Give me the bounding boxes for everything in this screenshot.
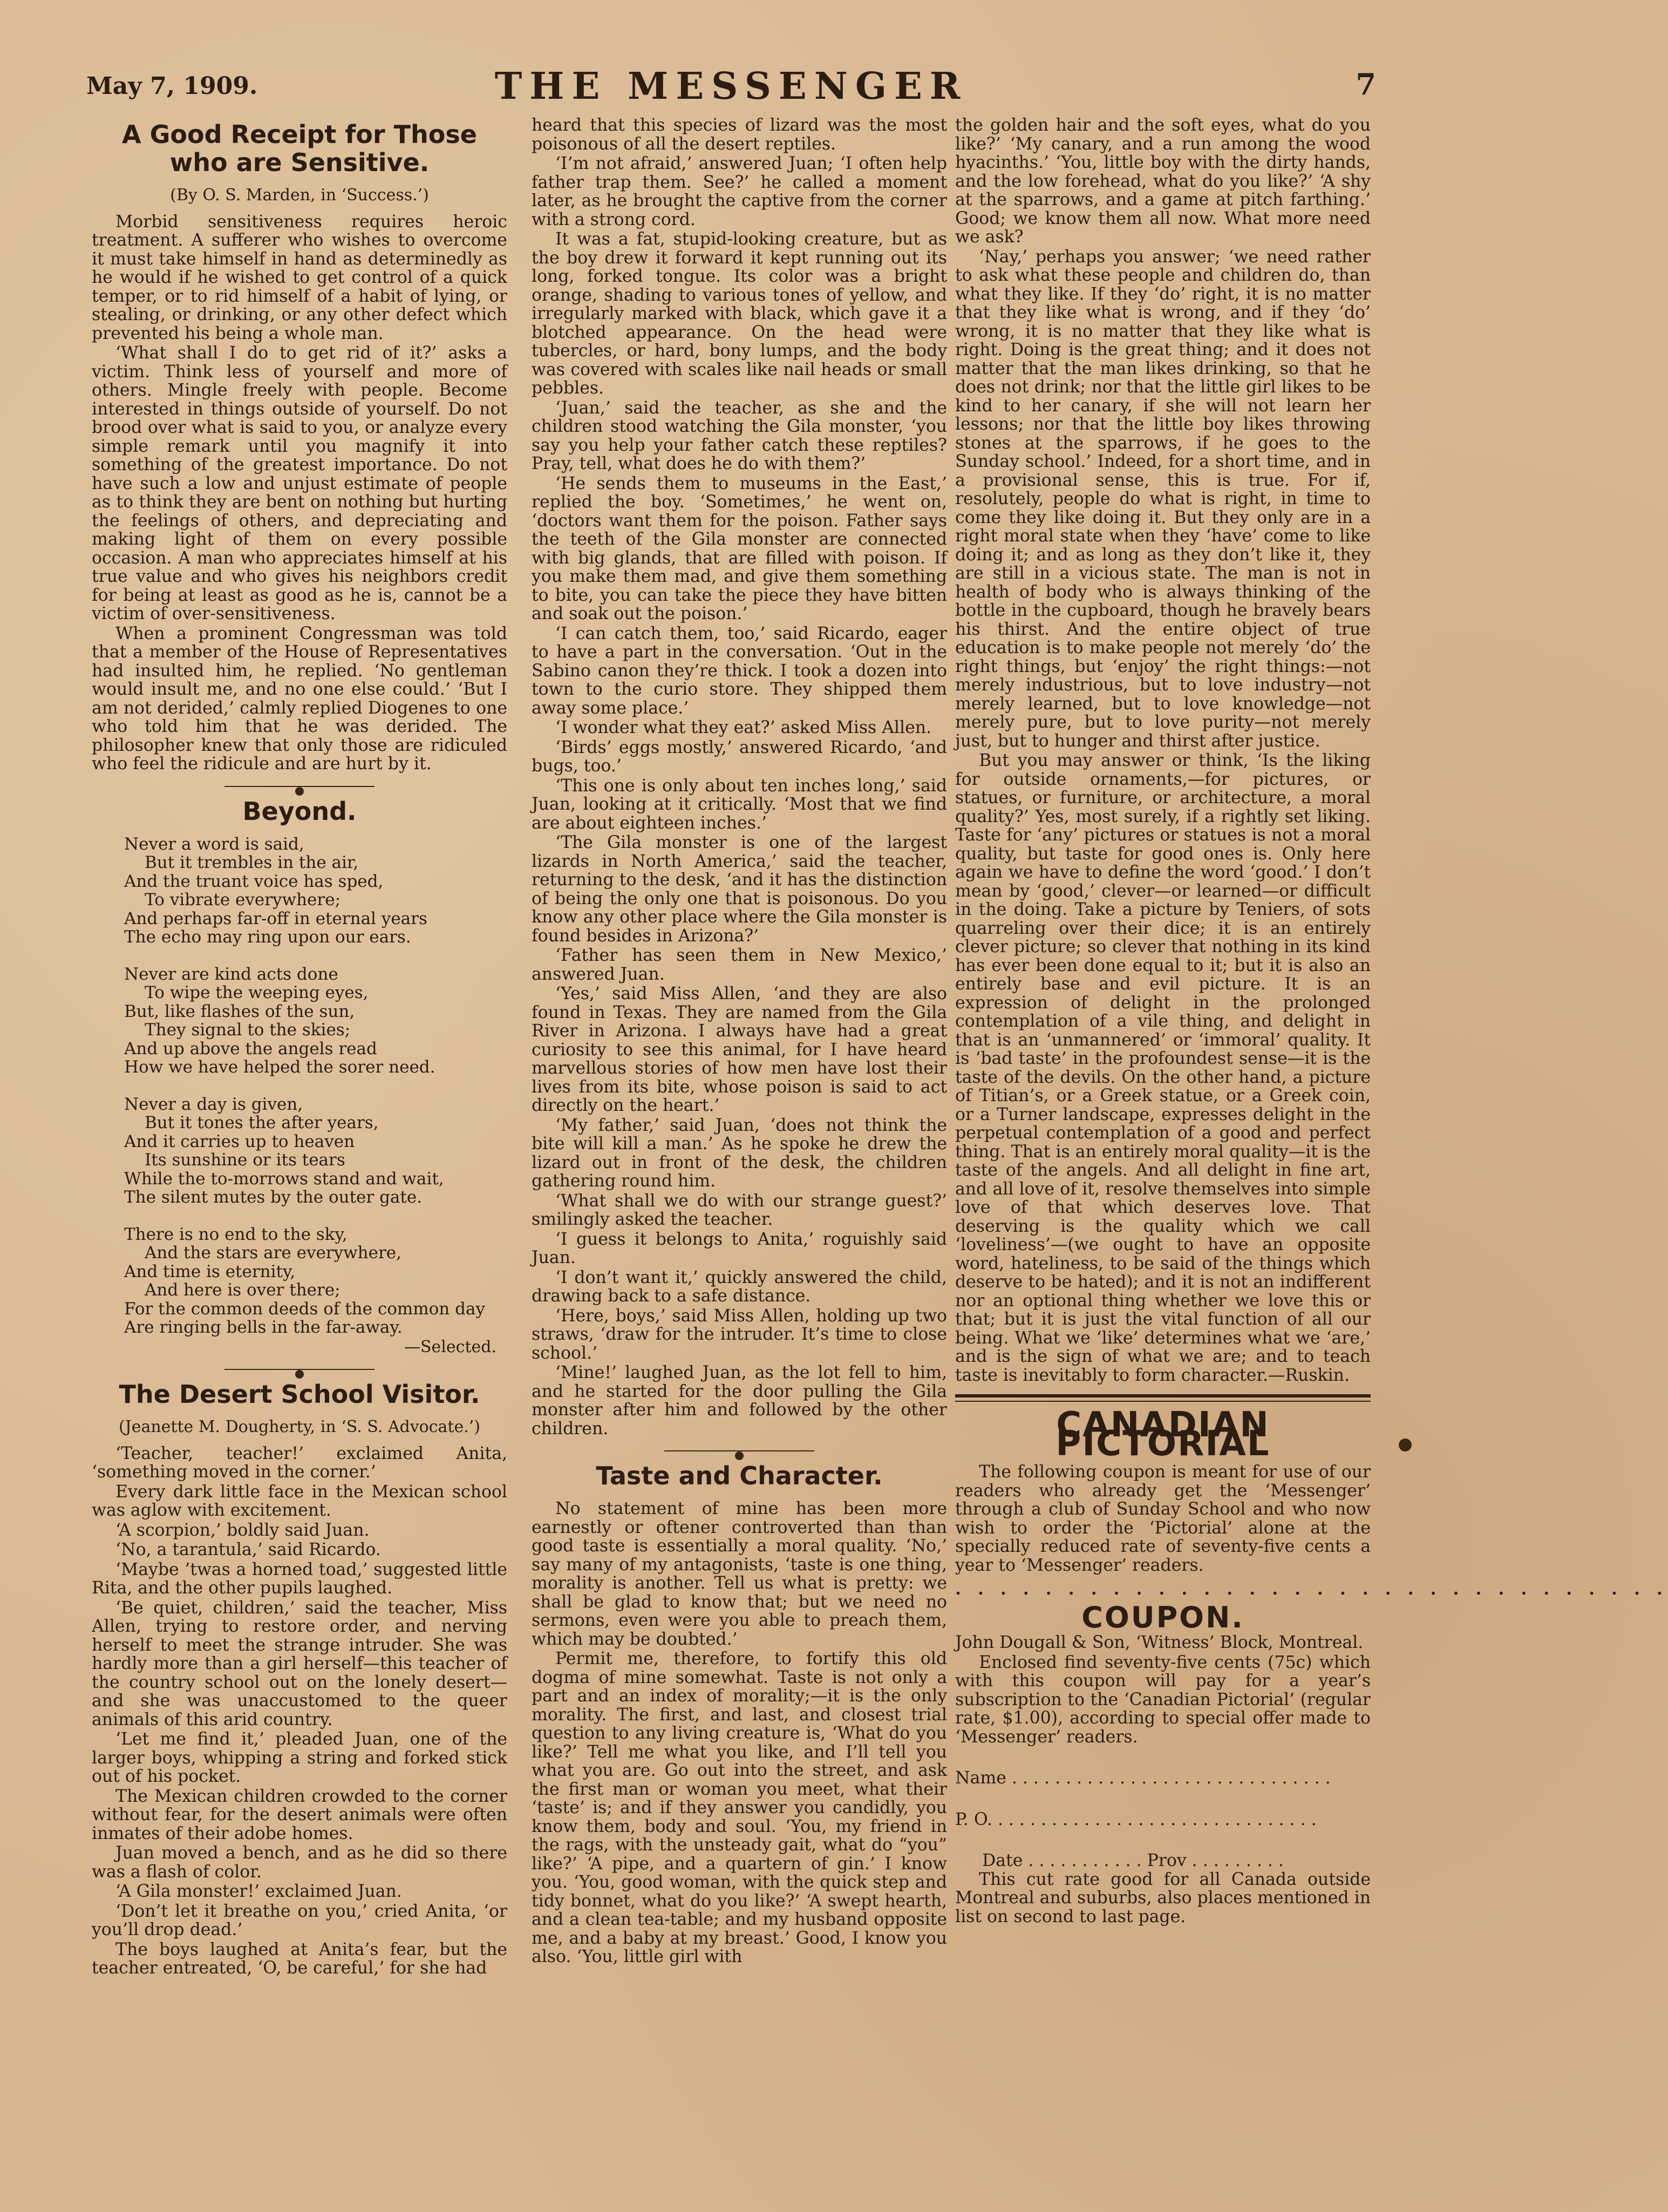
poem-stanza (124, 965, 507, 1077)
paragraph: ‘What shall I do to get rid of it?’ asks a victim. Think less of yourself and more of others. Mingle freely with people. Become interested in things outside of yourself. Do not brood over what is said to you, or analyze every simple remark until you magnify it into something of the greatest importance. Do not have such a low and unjust estimate of people as to think they are bent on nothing but hurting the feelings of others, and depreciating and making light of them on every possible occasion. A man who appreciates himself at his true value and who gives his neighbors credit for being at least as good as he is, cannot be a victim of over-sensitiveness. (92, 343, 507, 623)
paragraph: But you may answer or think, ‘Is the liking for outside ornaments,—for pictures, or statues, or furniture, or architecture, a moral quality?’ Yes, most surely, if a rightly set liking. Taste for ‘any’ pictures or statues is not a moral quality, but taste for good ones is. Only here again we have to define the word ‘good.’ I don’t mean by ‘good,’ clever—or learned—or difficult in the doing. Take a picture by Teniers, of sots quarreling over their dice; it is an entirely clever picture; so clever that nothing in its kind has ever been done equal to it; but it is also an entirely base and evil picture. It is an expression of delight in the prolonged contemplation of a vile thing, and delight in that is an ‘unmannered’ or ‘immoral’ quality. It is ‘bad taste’ in the profoundest sense—it is the taste of the devils. On the other hand, a picture of Titian’s, or a Greek statue, or a Greek coin, or a Turner landscape, expresses delight in the perpetual contemplation of a good and perfect thing. That is an entirely moral quality—it is the taste of the angels. And all delight in fine art, and all love of it, resolve themselves into simple love of that which deserves love. That deserving is the quality which we call ‘loveliness’—(we ought to have an opposite word, hateliness, to be said of the things which deserve to be hated); and it is not an indifferent nor an optional thing whether we love this or that; but it is just the vital function of all our being. What we ‘like’ determines what we ‘are,’ and is the sign of what we are; and to teach taste is inevitably to form character.—Ruskin. (955, 751, 1371, 1385)
po-field[interactable]: P. O. . . . . . . . . . . . . . . . . . . . . . . . . . . . . . . (955, 1809, 1317, 1829)
paragraph: ‘No, a tarantula,’ said Ricardo. (115, 1540, 381, 1559)
ad-intro: The following coupon is meant for use of our readers who already get the ‘Messenger’ through a club of Sunday School and who now wish to order the ‘Pictorial’ alone at the specially reduced rate of seventy-five cents a year to ‘Messenger’ readers. (955, 1462, 1371, 1575)
poem-line: The silent mutes by the outer gate. (124, 1188, 423, 1207)
ad-title-canadian-pictorial: CANADIAN PICTORIAL (1056, 1405, 1270, 1464)
page-number: 7 (1356, 67, 1376, 101)
article-byline-desert: (Jeanette M. Dougherty, in ‘S. S. Advocate.’) (118, 1417, 481, 1436)
paragraph: heard that this species of lizard was the most poisonous of all the desert reptiles. (532, 116, 947, 154)
paragraph: ‘Nay,’ perhaps you answer; ‘we need rather to ask what these people and children do, than what they like. If they ‘do’ right, it is no matter that they like what is wrong, and if they ‘do’ wrong, it is no matter that they like what is right. Doing is the great thing; and it does not matter that the man likes drinking, so that he does not drink; nor that the little girl likes to be kind to her canary, if she will not learn her lessons; nor that the little boy likes throwing stones at the sparrows, if he goes to the Sunday school.’ Indeed, for a short time, and in a provisional sense, this is true. For if, resolutely, people do what is right, in time to come they like doing it. But they only are in a right moral state when they ‘have’ come to like doing it; and as long as they don’t like it, they are still in a vicious state. The man is not in health of body who is always thinking of the bottle in the cupboard, though he bravely bears his thirst. And the entire object of true education is to make people not merely ‘do’ the right things, but ‘enjoy’ the right things:—not merely industrious, but to love industry—not merely learned, but to love knowledge—not merely pure, but to love purity—not merely just, but to hunger and thirst after justice. (955, 247, 1371, 751)
column-1 (92, 116, 507, 1979)
section-divider (532, 1446, 947, 1456)
poem-line: And the truant voice has sped, (124, 871, 384, 891)
ornament-dot (735, 1451, 744, 1460)
ink-spot (1399, 1439, 1412, 1451)
poem-line: And the stars are everywhere, (145, 1243, 402, 1263)
column-3 (955, 116, 1668, 1927)
article-title-taste: Taste and Character. (596, 1461, 883, 1490)
coupon-body: Enclosed find seventy-five cents (75c) which with this coupon will pay for a year’s subscription to the ‘Canadian Pictorial’ (regular rate, $1.00), according to special offer made to ‘Messenger’ readers. (955, 1652, 1371, 1747)
section-divider (92, 781, 507, 792)
poem-stanza (124, 1225, 507, 1337)
paragraph: Every dark little face in the Mexican school was aglow with excitement. (92, 1482, 507, 1520)
issue-date: May 7, 1909. (86, 72, 258, 100)
po-label: P. O. (955, 1809, 992, 1829)
paragraph: ‘The Gila monster is one of the largest lizards in North America,’ said the teacher, returning to the desk, ‘and it has the distinction of being the only one that is poisonous. Do you know any other place where the Gila monster is found besides in Arizona?’ (532, 833, 947, 946)
paragraph: the golden hair and the soft eyes, what do you like?’ ‘My canary, and a run among the wood hyacinths.’ ‘You, little boy with the dirty hands, and the low forehead, what do you like?’ ‘A shy at the sparrows, and a game at pitch farthing.’ Good; we know them all now. What more need we ask? (955, 116, 1371, 247)
ornament-dot (295, 787, 304, 796)
newspaper-title: THE MESSENGER (494, 65, 968, 108)
poem-line: There is no end to the sky, (124, 1224, 348, 1244)
article-title-desert: The Desert School Visitor. (119, 1380, 480, 1409)
coupon-footnote: This cut rate good for all Canada outside Montreal and suburbs, also places mentioned in list on second to last page. (955, 1869, 1371, 1926)
ornament-dot (295, 1370, 304, 1379)
paragraph: The Mexican children crowded to the corner without fear, for the desert animals were often inmates of their adobe homes. (92, 1786, 507, 1843)
paragraph: ‘My father,’ said Juan, ‘does not think the bite will kill a man.’ As he spoke he drew the lizard out in front of the desk, the children gathering round him. (532, 1115, 947, 1191)
poem-line: Never are kind acts done (124, 964, 338, 984)
poem-line: But it tones the after years, (145, 1113, 379, 1132)
poem-line: And up above the angels read (124, 1039, 377, 1058)
paragraph: ‘A scorpion,’ boldly said Juan. (115, 1520, 370, 1540)
poem-beyond (124, 835, 507, 1337)
coupon-address: John Dougall & Son, ‘Witness’ Block, Montreal. (955, 1633, 1364, 1652)
poem-line: But, like flashes of the sun, (124, 1001, 355, 1021)
name-field[interactable]: Name . . . . . . . . . . . . . . . . . . . . . . . . . . . . . . (955, 1768, 1331, 1788)
poem-line: Its sunshine or its tears (145, 1150, 345, 1170)
poem-title-beyond: Beyond. (242, 796, 357, 826)
paragraph: Morbid sensitiveness requires heroic treatment. A sufferer who wishes to overcome it must take himself in hand as determinedly as he would if he wished to get control of a quick temper, or to rid himself of a habit of lying, or stealing, or drinking, or any other defect which prevented his being a whole man. (92, 212, 507, 343)
paragraph: ‘This one is only about ten inches long,’ said Juan, looking at it critically. ‘Most that we find are about eighteen inches.’ (532, 776, 947, 833)
paragraph: ‘He sends them to museums in the East,’ replied the boy. ‘Sometimes,’ he went on, ‘doctors want them for the poison. Father says the teeth of the Gila monster are connected with big glands, that are filled with poison. If you make them mad, and give them something to bite, you can take the piece they have bitten and soak out the poison.’ (532, 473, 947, 623)
poem-line: Never a day is given, (124, 1094, 303, 1114)
paragraph: ‘I wonder what they eat?’ asked Miss Allen. (555, 718, 932, 737)
poem-line: They signal to the skies; (145, 1020, 351, 1040)
poem-line: And time is eternity, (124, 1261, 296, 1281)
paragraph: ‘I can catch them, too,’ said Ricardo, eager to have a part in the conversation. ‘Out in the Sabino canon they’re thick. I took a dozen into town to the curio store. They shipped them away some place.’ (532, 623, 947, 718)
paragraph: ‘Father has seen them in New Mexico,’ answered Juan. (532, 946, 947, 984)
poem-line: While the to-morrows stand and wait, (124, 1169, 444, 1189)
poem-line: To vibrate everywhere; (145, 890, 341, 910)
poem-line: And here is over there; (145, 1280, 341, 1300)
paragraph: No statement of mine has been more earnestly or oftener controverted than than good taste is essentially a moral quality. ‘No,’ say many of my antagonists, ‘taste is one thing, morality is another. Tell us what is pretty: we shall be glad to know that; but we need no sermons, even were you able to preach them, which may be doubted.’ (532, 1499, 947, 1649)
poem-line: The echo may ring upon our ears. (124, 927, 411, 947)
date-label: Date (982, 1851, 1023, 1870)
paragraph: ‘What shall we do with our strange guest?’ smilingly asked the teacher. (532, 1191, 947, 1229)
paragraph: ‘Mine!’ laughed Juan, as the lot fell to him, and he started for the door pulling the Gila monster after him and followed by the other children. (532, 1363, 947, 1439)
paragraph: The boys laughed at Anita’s fear, but the teacher entreated, ‘O, be careful,’ for she had (92, 1939, 507, 1978)
coupon-title: COUPON. (1081, 1600, 1244, 1634)
column-2 (532, 116, 947, 1967)
poem-line: To wipe the weeping eyes, (145, 983, 369, 1002)
paragraph: ‘Here, boys,’ said Miss Allen, holding up two straws, ‘draw for the intruder. It’s time to close school.’ (532, 1306, 947, 1363)
dotted-separator: . . . . . . . . . . . . . . . . . . . . . . . . . . . . . . . . (955, 1579, 1668, 1599)
paragraph: ‘Teacher, teacher!’ exclaimed Anita, ‘something moved in the corner.’ (92, 1443, 507, 1482)
paragraph: ‘I don’t want it,’ quickly answered the child, drawing back to a safe distance. (532, 1267, 947, 1306)
poem-line: Are ringing bells in the far-away. (124, 1318, 403, 1337)
date-prov-field[interactable]: Date . . . . . . . . . . . Prov . . . . . . . . . (982, 1851, 1284, 1870)
paragraph: When a prominent Congressman was told that a member of the House of Representatives had insulted him, he replied. ‘No gentleman would insult me, and no one else could.’ ‘But I am not derided,’ calmly replied Diogenes to one who told him that he was derided. The philosopher knew that only those are ridiculed who feel the ridicule and are hurt by it. (92, 623, 507, 773)
prov-label: Prov (1147, 1851, 1187, 1870)
paragraph: ‘Let me find it,’ pleaded Juan, one of the larger boys, whipping a string and forked stick out of his pocket. (92, 1729, 507, 1786)
name-label: Name (955, 1768, 1006, 1788)
paragraph: Permit me, therefore, to fortify this old dogma of mine somewhat. Taste is not only a part and an index of morality;—it is the only morality. The first, and last, and closest trial question to any living creature is, ‘What do you like?’ Tell me what you like, and I’ll tell you what you are. Go out into the street, and ask the first man or woman you meet, what their ‘taste’ is; and if they answer you candidly, you know them, body and soul. ‘You, my friend in the rags, with the unsteady gait, what do “you” like?’ ‘A pipe, and a quartern of gin.’ I know you. ‘You, good woman, with the quick step and tidy bonnet, what do you like?’ ‘A swept hearth, and a clean tea-table; and my husband opposite me, and a baby at my breast.’ Good, I know you also. ‘You, little girl with (532, 1649, 947, 1966)
poem-line: Never a word is said, (124, 834, 304, 854)
poem-line: But it trembles in the air, (145, 853, 359, 872)
paragraph: ‘Juan,’ said the teacher, as she and the children stood watching the Gila monster, ‘you say you help your father catch these reptiles? Pray, tell, what does he do with them?’ (532, 398, 947, 473)
poem-line: And perhaps far-off in eternal years (124, 908, 427, 928)
paragraph: It was a fat, stupid-looking creature, but as the boy drew it forward it kept running out its long, forked tongue. Its color was a bright orange, shading to various tones of yellow, and irregularly marked with black, which gave it a blotched appearance. On the head were tubercles, or hard, bony lumps, and the body was covered with scales like nail heads or small pebbles. (532, 229, 947, 398)
masthead (86, 65, 1376, 113)
paragraph: ‘Birds’ eggs mostly,’ answered Ricardo, ‘and bugs, too.’ (532, 737, 947, 776)
paragraph: ‘I guess it belongs to Anita,’ roguishly said Juan. (532, 1229, 947, 1267)
poem-line: And it carries up to heaven (124, 1131, 355, 1151)
section-divider (92, 1364, 507, 1375)
paragraph: ‘Maybe ’twas a horned toad,’ suggested little Rita, and the other pupils laughed. (92, 1559, 507, 1598)
paragraph: ‘Yes,’ said Miss Allen, ‘and they are also found in Texas. They are named from the Gila River in Arizona. I always have had a great curiosity to see this animal, for I have heard marvellous stories of how men have lost their lives from its bite, whose poison is said to act directly on the heart.’ (532, 984, 947, 1115)
poem-credit: —Selected. (404, 1337, 496, 1356)
paragraph: Juan moved a bench, and as he did so there was a flash of color. (92, 1843, 507, 1882)
poem-line: For the common deeds of the common day (124, 1299, 485, 1319)
paragraph: ‘A Gila monster!’ exclaimed Juan. (115, 1882, 402, 1901)
poem-stanza (124, 835, 507, 947)
double-rule (955, 1394, 1371, 1402)
paragraph: ‘I’m not afraid,’ answered Juan; ‘I often help father trap them. See?’ he called a moment later, as he brought the captive from the corner with a strong cord. (532, 154, 947, 229)
paragraph: ‘Don’t let it breathe on you,’ cried Anita, ‘or you’ll drop dead.’ (92, 1901, 507, 1939)
poem-stanza (124, 1095, 507, 1207)
article-byline-sensitive: (By O. S. Marden, in ‘Success.’) (170, 186, 429, 205)
article-title-sensitive: A Good Receipt for Those who are Sensitive. (122, 120, 477, 177)
paragraph: ‘Be quiet, children,’ said the teacher, Miss Allen, trying to restore order, and nerving herself to meet the strange intruder. She was hardly more than a girl herself—this teacher of the country school out on the lonely desert—and she was unaccustomed to the queer animals of this arid country. (92, 1598, 507, 1729)
poem-line: How we have helped the sorer need. (124, 1057, 435, 1077)
